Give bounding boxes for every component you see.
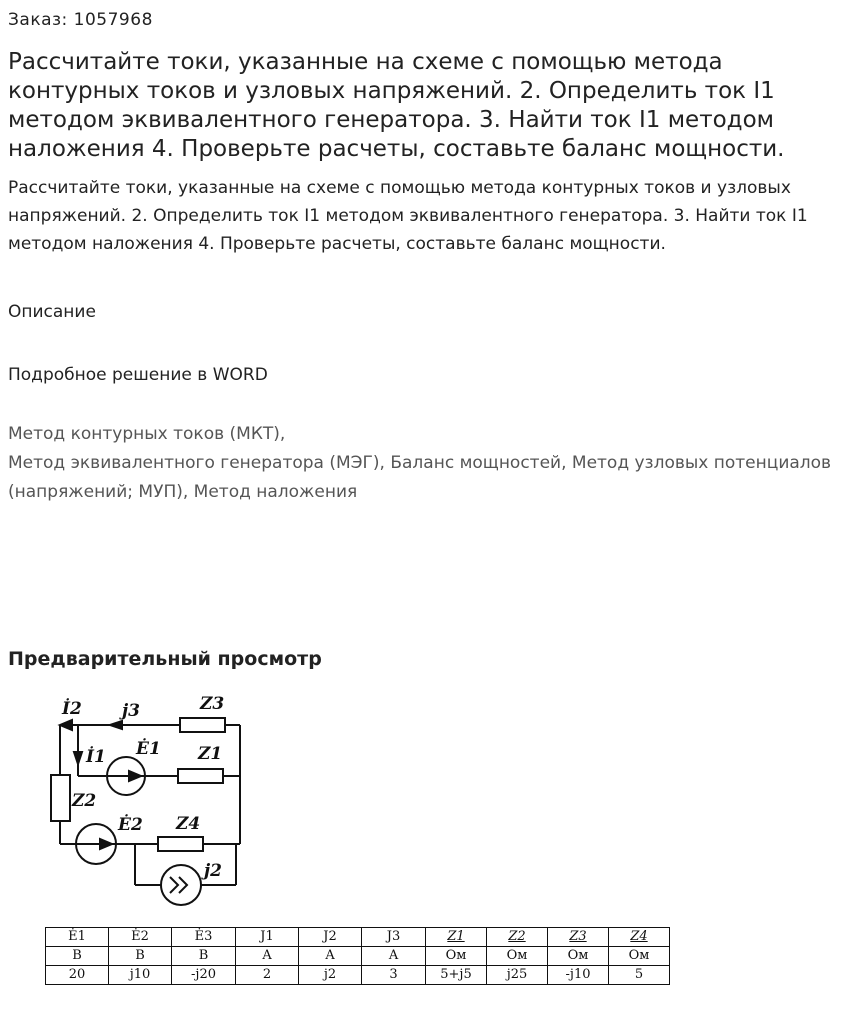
value-cell: 5: [609, 966, 670, 985]
table-units-row: [46, 947, 670, 966]
table-header-row: [46, 928, 670, 947]
label-z3: Z3: [200, 694, 225, 714]
value-cell: 20: [46, 966, 109, 985]
label-j3: j3: [122, 701, 140, 721]
value-cell: 5+j5: [426, 966, 487, 985]
tags-line-2: Метод эквивалентного генератора (МЭГ), Баланс мощностей, Метод узловых потенциалов (напряжений; МУП), Метод наложения: [8, 453, 832, 502]
unit-cell: А: [236, 947, 299, 966]
value-cell: -j20: [172, 966, 236, 985]
tags-line-1: Метод контурных токов (МКТ),: [8, 424, 286, 444]
header-cell: Ė1: [46, 928, 109, 947]
header-cell: Z1: [426, 928, 487, 947]
label-z1: Z1: [198, 744, 223, 764]
unit-cell: Ом: [426, 947, 487, 966]
value-cell: j2: [299, 966, 362, 985]
order-number: Заказ: 1057968: [8, 10, 153, 30]
label-j2: j2: [204, 861, 222, 881]
unit-cell: В: [46, 947, 109, 966]
z1-resistor: [178, 769, 223, 783]
z4-resistor: [158, 837, 203, 851]
label-i1: İ1: [86, 747, 106, 767]
header-cell: Z2: [487, 928, 548, 947]
header-cell: Z4: [609, 928, 670, 947]
unit-cell: А: [299, 947, 362, 966]
header-cell: Ė2: [109, 928, 172, 947]
j2-source: [161, 865, 201, 905]
i2-arrow: [60, 720, 72, 730]
header-cell: J3: [362, 928, 426, 947]
value-cell: 3: [362, 966, 426, 985]
label-e1: Ė1: [136, 739, 161, 759]
value-cell: j25: [487, 966, 548, 985]
page-title: Рассчитайте токи, указанные на схеме с помощью метода контурных токов и узловых напряжений. 2. Определить ток I1 методом эквивалентного генератора. 3. Найти ток I1 методом наложения 4. Проверьте расчеты, составьте баланс мощности.: [8, 49, 785, 162]
unit-cell: Ом: [609, 947, 670, 966]
unit-cell: В: [172, 947, 236, 966]
j2-chevron-2: [179, 877, 187, 893]
header-cell: Ė3: [172, 928, 236, 947]
header-cell: J2: [299, 928, 362, 947]
label-z2: Z2: [72, 791, 97, 811]
task-text: Рассчитайте токи, указанные на схеме с помощью метода контурных токов и узловых напряжений. 2. Определить ток I1 методом эквивалентного генератора. 3. Найти ток I1 методом наложения 4. Проверьте расчеты, составьте баланс мощности.: [8, 178, 808, 254]
label-z4: Z4: [176, 814, 201, 834]
label-e2: Ė2: [118, 815, 143, 835]
header-cell: Z3: [548, 928, 609, 947]
value-cell: j10: [109, 966, 172, 985]
label-i2: İ2: [62, 699, 82, 719]
value-cell: 2: [236, 966, 299, 985]
header-cell: J1: [236, 928, 299, 947]
method-tags: [8, 420, 838, 507]
detail-text: Подробное решение в WORD: [8, 365, 268, 385]
z2-resistor: [51, 775, 70, 821]
z3-resistor: [180, 718, 225, 732]
preview-heading: Предварительный просмотр: [8, 648, 322, 670]
e2-arrow: [100, 839, 112, 849]
value-cell: -j10: [548, 966, 609, 985]
unit-cell: А: [362, 947, 426, 966]
unit-cell: Ом: [487, 947, 548, 966]
parameters-table: [45, 927, 670, 985]
table-values-row: [46, 966, 670, 985]
unit-cell: В: [109, 947, 172, 966]
unit-cell: Ом: [548, 947, 609, 966]
j2-chevron-1: [170, 877, 178, 893]
i1-arrow: [74, 752, 82, 764]
description-heading: Описание: [8, 302, 96, 322]
circuit-diagram: [40, 682, 260, 910]
e1-arrow: [129, 771, 141, 781]
j3-arrow: [110, 721, 122, 729]
